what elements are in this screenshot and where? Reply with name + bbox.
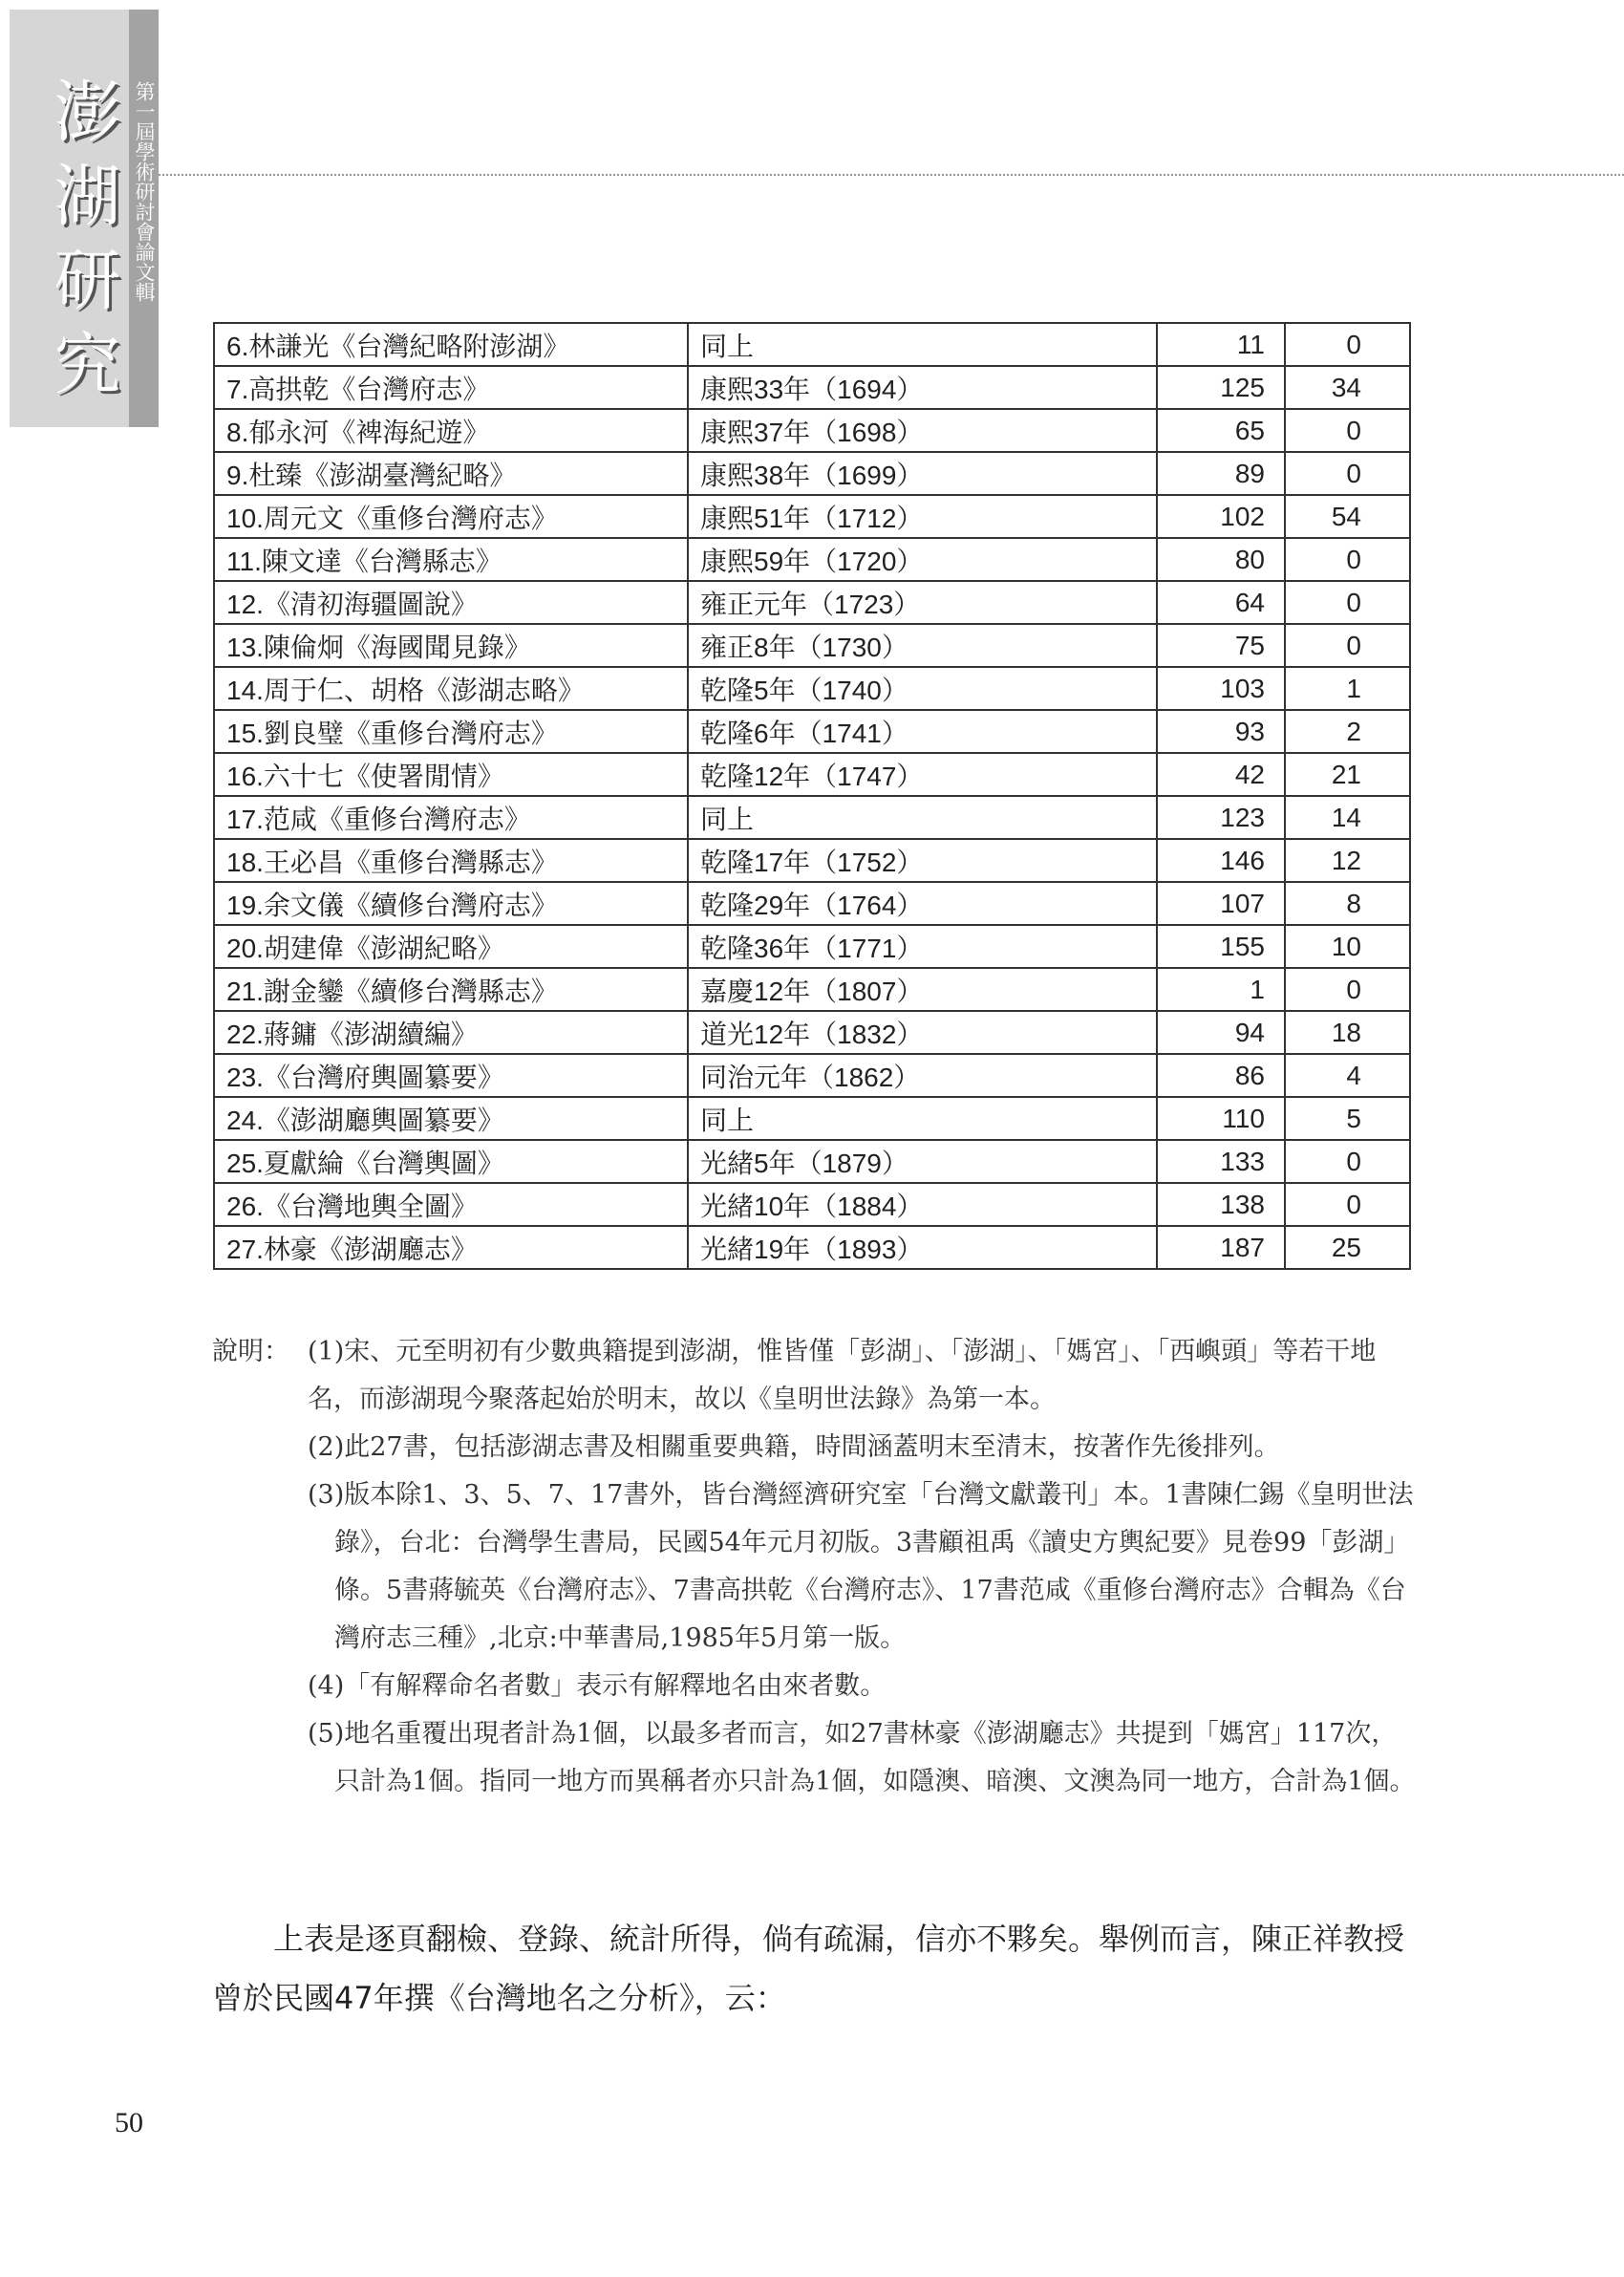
table-row: [214, 366, 1410, 409]
book-title-cell: 11.陳文達《台灣縣志》: [214, 538, 688, 581]
table-row: [214, 667, 1410, 710]
book-title-cell: 19.余文儀《續修台灣府志》: [214, 882, 688, 925]
date-cell: 雍正8年（1730）: [688, 624, 1157, 667]
book-title-cell: 25.夏獻綸《台灣輿圖》: [214, 1140, 688, 1183]
place-name-count-cell: 187: [1157, 1226, 1285, 1269]
explained-count-cell: 5: [1285, 1097, 1410, 1140]
explained-count-cell: 25: [1285, 1226, 1410, 1269]
table-row: [214, 710, 1410, 753]
explained-count-cell: 14: [1285, 796, 1410, 839]
date-cell: 乾隆5年（1740）: [688, 667, 1157, 710]
book-title-cell: 23.《台灣府輿圖纂要》: [214, 1054, 688, 1097]
book-title-cell: 6.林謙光《台灣紀略附澎湖》: [214, 323, 688, 366]
date-cell: 康熙38年（1699）: [688, 452, 1157, 495]
place-name-count-cell: 133: [1157, 1140, 1285, 1183]
place-name-count-cell: 64: [1157, 581, 1285, 624]
place-name-count-cell: 103: [1157, 667, 1285, 710]
date-cell: 乾隆17年（1752）: [688, 839, 1157, 882]
explained-count-cell: 10: [1285, 925, 1410, 968]
table-row: [214, 1054, 1410, 1097]
table-row: [214, 452, 1410, 495]
explained-count-cell: 0: [1285, 968, 1410, 1011]
date-cell: 乾隆6年（1741）: [688, 710, 1157, 753]
place-name-count-cell: 65: [1157, 409, 1285, 452]
book-title-cell: 15.劉良璧《重修台灣府志》: [214, 710, 688, 753]
body-paragraph: 上表是逐頁翻檢、登錄、統計所得，倘有疏漏，信亦不夥矣。舉例而言，陳正祥教授曾於民國47年撰《台灣地名之分析》，云：: [212, 1921, 1405, 2016]
place-name-count-cell: 86: [1157, 1054, 1285, 1097]
date-cell: 康熙59年（1720）: [688, 538, 1157, 581]
place-name-count-cell: 138: [1157, 1183, 1285, 1226]
body-text: [212, 1909, 1416, 2028]
book-title-cell: 22.蔣鏞《澎湖續編》: [214, 1011, 688, 1054]
table-row: [214, 1140, 1410, 1183]
table-row: [214, 839, 1410, 882]
place-name-count-cell: 125: [1157, 366, 1285, 409]
explained-count-cell: 0: [1285, 538, 1410, 581]
explained-count-cell: 4: [1285, 1054, 1410, 1097]
note-item: (5)地名重覆出現者計為1個，以最多者而言，如27書林豪《澎湖廳志》共提到「媽宮」117次，只計為1個。指同一地方而異稱者亦只計為1個，如隱澳、暗澳、文澳為同一地方，合計為1個。: [308, 1719, 1416, 1796]
explained-count-cell: 0: [1285, 409, 1410, 452]
book-title-cell: 17.范咸《重修台灣府志》: [214, 796, 688, 839]
book-title-cell: 21.謝金鑾《續修台灣縣志》: [214, 968, 688, 1011]
explained-count-cell: 0: [1285, 323, 1410, 366]
table-row: [214, 1011, 1410, 1054]
date-cell: 同上: [688, 1097, 1157, 1140]
date-cell: 康熙33年（1694）: [688, 366, 1157, 409]
place-name-count-cell: 89: [1157, 452, 1285, 495]
explained-count-cell: 2: [1285, 710, 1410, 753]
place-name-count-cell: 146: [1157, 839, 1285, 882]
table-row: [214, 409, 1410, 452]
book-title-cell: 10.周元文《重修台灣府志》: [214, 495, 688, 538]
table-row: [214, 753, 1410, 796]
book-title-cell: 13.陳倫炯《海國聞見錄》: [214, 624, 688, 667]
date-cell: 同上: [688, 796, 1157, 839]
book-title-cell: 27.林豪《澎湖廳志》: [214, 1226, 688, 1269]
explained-count-cell: 8: [1285, 882, 1410, 925]
book-title-cell: 7.高拱乾《台灣府志》: [214, 366, 688, 409]
header-divider: [159, 174, 1624, 176]
date-cell: 雍正元年（1723）: [688, 581, 1157, 624]
note-item: (1)宋、元至明初有少數典籍提到澎湖，惟皆僅「彭湖」、「澎湖」、「媽宮」、「西嶼頭」等若干地名，而澎湖現今聚落起始於明末，故以《皇明世法錄》為第一本。: [308, 1337, 1377, 1414]
place-name-count-cell: 155: [1157, 925, 1285, 968]
table-row: [214, 968, 1410, 1011]
table-row: [214, 1097, 1410, 1140]
date-cell: 康熙37年（1698）: [688, 409, 1157, 452]
date-cell: 乾隆29年（1764）: [688, 882, 1157, 925]
book-title-cell: 24.《澎湖廳輿圖纂要》: [214, 1097, 688, 1140]
date-cell: 同治元年（1862）: [688, 1054, 1157, 1097]
table-row: [214, 581, 1410, 624]
notes-label: 說明：: [212, 1337, 289, 1366]
book-title-cell: 8.郁永河《裨海紀遊》: [214, 409, 688, 452]
date-cell: 道光12年（1832）: [688, 1011, 1157, 1054]
explained-count-cell: 18: [1285, 1011, 1410, 1054]
date-cell: 乾隆12年（1747）: [688, 753, 1157, 796]
explained-count-cell: 12: [1285, 839, 1410, 882]
explained-count-cell: 0: [1285, 1140, 1410, 1183]
book-title-cell: 26.《台灣地輿全圖》: [214, 1183, 688, 1226]
place-name-count-cell: 11: [1157, 323, 1285, 366]
note-item: (2)此27書，包括澎湖志書及相關重要典籍，時間涵蓋明末至清末，按著作先後排列。: [308, 1432, 1280, 1462]
table-row: [214, 882, 1410, 925]
place-name-count-cell: 107: [1157, 882, 1285, 925]
date-cell: 乾隆36年（1771）: [688, 925, 1157, 968]
date-cell: 光緒19年（1893）: [688, 1226, 1157, 1269]
table-row: [214, 796, 1410, 839]
book-title-cell: 18.王必昌《重修台灣縣志》: [214, 839, 688, 882]
book-title-cell: 9.杜臻《澎湖臺灣紀略》: [214, 452, 688, 495]
place-name-count-cell: 80: [1157, 538, 1285, 581]
date-cell: 同上: [688, 323, 1157, 366]
table-row: [214, 1226, 1410, 1269]
place-name-count-cell: 94: [1157, 1011, 1285, 1054]
explained-count-cell: 0: [1285, 581, 1410, 624]
place-name-count-cell: 42: [1157, 753, 1285, 796]
place-name-count-cell: 110: [1157, 1097, 1285, 1140]
place-name-count-cell: 75: [1157, 624, 1285, 667]
explained-count-cell: 1: [1285, 667, 1410, 710]
place-name-count-cell: 93: [1157, 710, 1285, 753]
book-title-cell: 20.胡建偉《澎湖紀略》: [214, 925, 688, 968]
note-item: (3)版本除1、3、5、7、17書外，皆台灣經濟研究室「台灣文獻叢刊」本。1書陳仁錫《皇明世法錄》，台北：台灣學生書局，民國54年元月初版。3書顧祖禹《讀史方輿紀要》見卷99「彭湖」條。5書蔣毓英《台灣府志》、7書高拱乾《台灣府志》、17書范咸《重修台灣府志》合輯為《台灣府志三種》,北京:中華書局,1985年5月第一版。: [308, 1480, 1414, 1653]
place-name-count-cell: 123: [1157, 796, 1285, 839]
explained-count-cell: 0: [1285, 1183, 1410, 1226]
explained-count-cell: 0: [1285, 624, 1410, 667]
data-table: [213, 322, 1411, 1270]
journal-subtitle: 第一屆學術研討會論文輯: [133, 81, 156, 302]
table-notes: [212, 1328, 1416, 1806]
book-title-cell: 16.六十七《使署閒情》: [214, 753, 688, 796]
page-number: 50: [115, 2107, 143, 2138]
table-row: [214, 323, 1410, 366]
explained-count-cell: 54: [1285, 495, 1410, 538]
explained-count-cell: 0: [1285, 452, 1410, 495]
date-cell: 光緒5年（1879）: [688, 1140, 1157, 1183]
date-cell: 康熙51年（1712）: [688, 495, 1157, 538]
note-item: (4)「有解釋命名者數」表示有解釋地名由來者數。: [308, 1671, 887, 1701]
journal-banner: [10, 10, 159, 427]
journal-title: 澎湖研究: [43, 76, 121, 413]
date-cell: 嘉慶12年（1807）: [688, 968, 1157, 1011]
table-row: [214, 925, 1410, 968]
book-title-cell: 14.周于仁、胡格《澎湖志略》: [214, 667, 688, 710]
table-row: [214, 624, 1410, 667]
explained-count-cell: 21: [1285, 753, 1410, 796]
explained-count-cell: 34: [1285, 366, 1410, 409]
place-name-count-cell: 102: [1157, 495, 1285, 538]
table-row: [214, 1183, 1410, 1226]
book-title-cell: 12.《清初海疆圖說》: [214, 581, 688, 624]
date-cell: 光緒10年（1884）: [688, 1183, 1157, 1226]
table-row: [214, 495, 1410, 538]
place-name-count-cell: 1: [1157, 968, 1285, 1011]
table-row: [214, 538, 1410, 581]
